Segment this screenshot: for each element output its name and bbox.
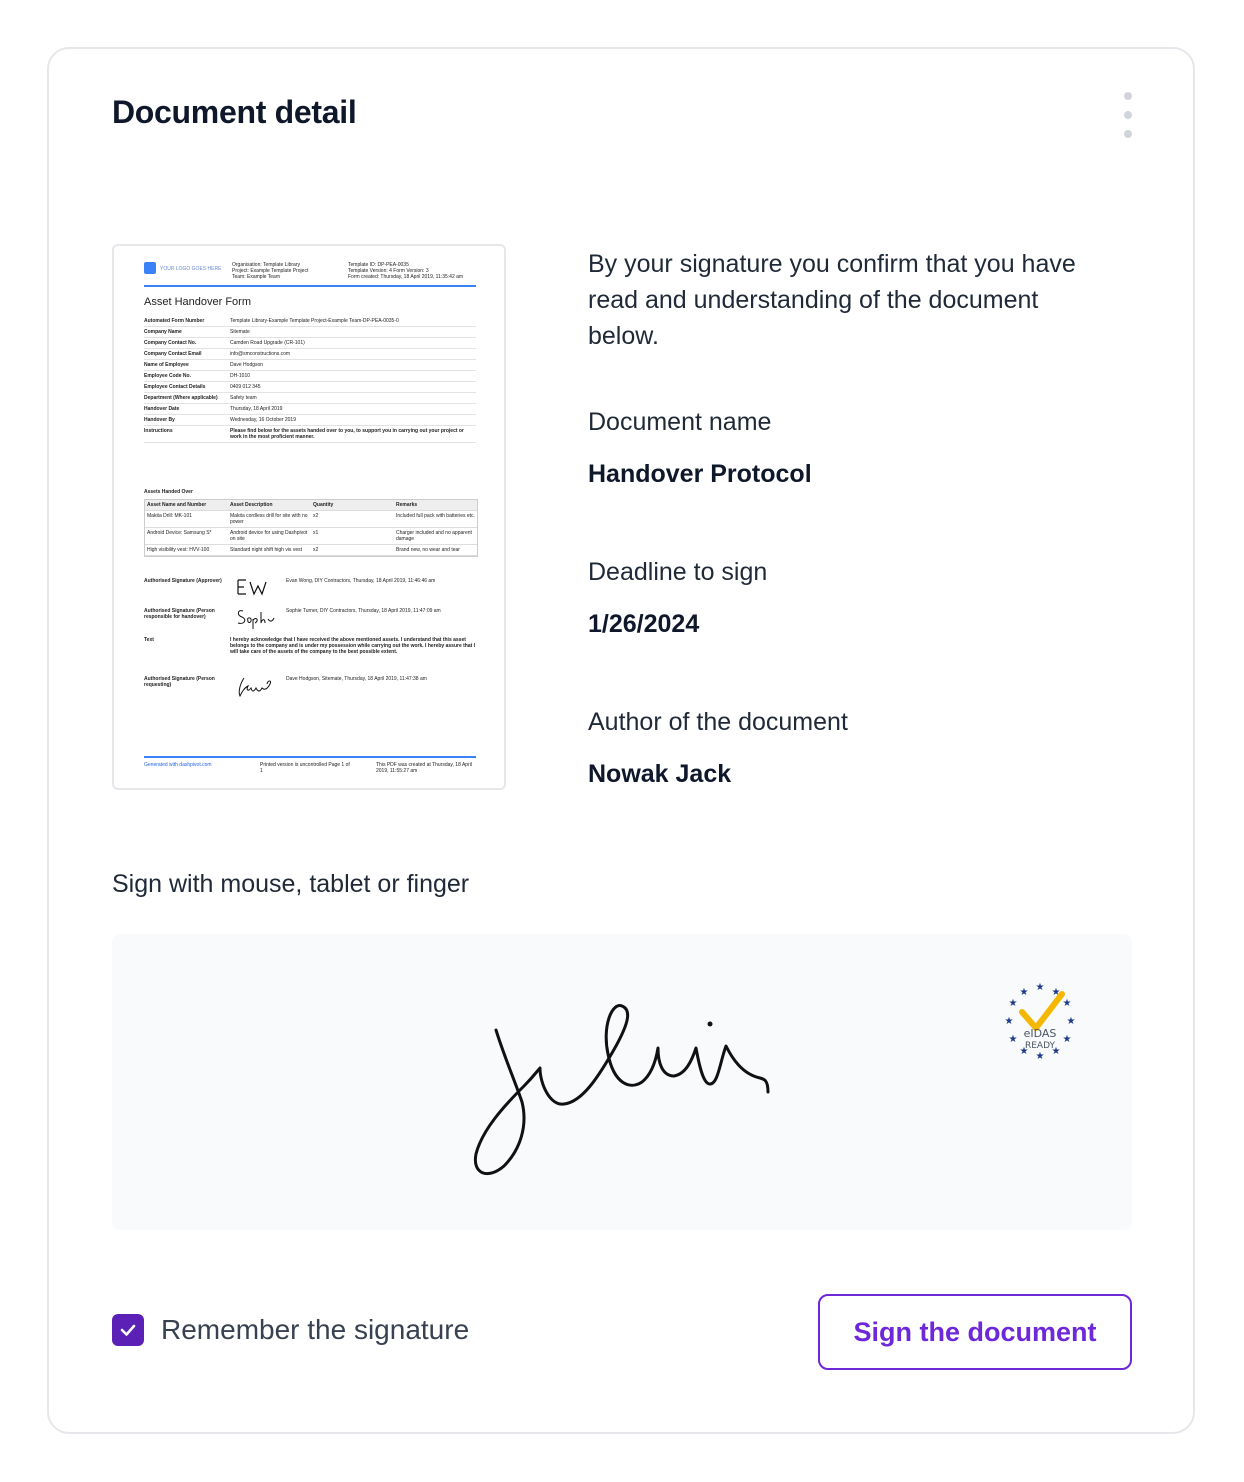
drawn-signature	[112, 934, 1132, 1230]
preview-header	[144, 260, 476, 284]
document-name-value: Handover Protocol	[588, 460, 812, 488]
svg-text:★: ★	[1062, 1034, 1072, 1045]
deadline-label: Deadline to sign	[588, 558, 768, 586]
preview-footer-mid: Printed version is uncontrolled Page 1 of 1	[260, 762, 350, 774]
preview-section-title: Assets Handed Over	[144, 489, 193, 495]
divider	[144, 285, 476, 287]
confirm-text: By your signature you confirm that you have read and understanding of the document below.	[588, 250, 1076, 350]
preview-assets-table	[144, 499, 478, 557]
checkmark-icon[interactable]	[112, 1314, 144, 1346]
svg-text:★: ★	[1019, 987, 1029, 998]
svg-text:★: ★	[1066, 1016, 1076, 1027]
deadline-value: 1/26/2024	[588, 610, 700, 638]
table-row: High visibility vest: HVV-100 Standard night shift high vis vest x2 Brand new, no wear and tear	[145, 545, 477, 556]
eidas-ready-badge-icon	[992, 978, 1092, 1078]
list-item: Department (Where applicable) Safety team	[144, 393, 476, 404]
signature-pad-label: Sign with mouse, tablet or finger	[112, 870, 470, 898]
document-name-label: Document name	[588, 408, 772, 436]
signature-image	[234, 576, 274, 598]
more-options-icon[interactable]	[1118, 92, 1138, 138]
eidas-badge-line1: eIDAS	[1023, 1027, 1057, 1040]
list-item: Instructions Please find below for the assets handed over to you, to support you in carrying out your project or work in the most proficient manner.	[144, 426, 476, 443]
preview-signature-requesting: Authorised Signature (Person requesting) Dave Hodgson, Sitemate, Thursday, 18 April 2019, 11:47:38 am	[144, 676, 476, 706]
table-row: Asset Name and Number Asset Description Quantity Remarks	[145, 500, 477, 511]
signature-image	[234, 674, 278, 700]
signature-image	[234, 606, 278, 630]
remember-signature-label: Remember the signature	[161, 1314, 470, 1345]
preview-signature-handover: Authorised Signature (Person responsible for handover) Sophie Turner, DIY Contractors, Thursday, 18 April 2019, 11:47:09 am	[144, 608, 476, 636]
page-title: Document detail	[112, 94, 357, 130]
list-item: Handover Date Thursday, 18 April 2019	[144, 404, 476, 415]
logo-text: YOUR LOGO GOES HERE	[160, 266, 222, 272]
preview-signature-approver: Authorised Signature (Approver) Evan Wong, DIY Contractors, Thursday, 18 April 2019, 11:46:46 am	[144, 578, 476, 604]
logo-icon	[144, 262, 156, 274]
preview-footer-right: This PDF was created at Thursday, 18 April 2019, 11:55:27 am	[376, 762, 472, 774]
svg-text:★: ★	[1035, 982, 1045, 993]
table-row: Android Device: Samsung S* Android device for using Dashpivot on site x1 Charger included and no apparent damage	[145, 528, 477, 545]
list-item: Company Contact No. Camden Road Upgrade (CR-101)	[144, 338, 476, 349]
preview-meta-right: Template ID: DP-PEA-0035 Template Version: 4 Form Version: 3 Form created: Thursday, 18 April 2019, 11:35:42 am	[348, 262, 464, 280]
svg-text:★: ★	[1004, 1016, 1014, 1027]
eidas-badge-line2: READY	[1024, 1041, 1056, 1051]
list-item: Company Name Sitemate	[144, 327, 476, 338]
svg-text:★: ★	[1051, 987, 1061, 998]
svg-text:★: ★	[1019, 1046, 1029, 1057]
svg-text:★: ★	[1008, 998, 1018, 1009]
divider	[144, 756, 476, 758]
preview-form-title: Asset Handover Form	[144, 296, 251, 308]
list-item: Automated Form Number Template Library-Example Template Project-Example Team-DP-PEA-0035-0	[144, 316, 476, 327]
sign-document-button[interactable]: Sign the document	[818, 1294, 1132, 1370]
svg-text:★: ★	[1035, 1051, 1045, 1062]
svg-text:★: ★	[1062, 998, 1072, 1009]
svg-text:★: ★	[1051, 1046, 1061, 1057]
list-item: Name of Employee Dave Hodgson	[144, 360, 476, 371]
preview-fields	[144, 316, 476, 443]
table-row: Makita Drill: MK-101 Makita cordless drill for site with no power x2 Included full pack with batteries etc.	[145, 511, 477, 528]
author-label: Author of the document	[588, 708, 848, 736]
list-item: Employee Code No. DH-1010	[144, 371, 476, 382]
list-item: Employee Contact Details 0409 012 345	[144, 382, 476, 393]
preview-meta-left: Organisation: Template Library Project: Example Template Project Team: Example Team	[232, 262, 309, 280]
preview-text-field: Text I hereby acknowledge that I have received the above mentioned assets. I understand that this asset belongs to the company and is under my possession while carrying out the work. I hereby assure that I will take care of the assets of the company to the best possible extent.	[144, 637, 476, 655]
author-value: Nowak Jack	[588, 760, 732, 788]
svg-text:★: ★	[1008, 1034, 1018, 1045]
preview-footer-left: Generated with dashpivot.com	[144, 762, 212, 768]
remember-signature-checkbox[interactable]	[112, 1314, 469, 1346]
list-item: Company Contact Email info@smconstructions.com	[144, 349, 476, 360]
document-preview[interactable]	[112, 244, 506, 790]
signature-pad[interactable]	[112, 934, 1132, 1230]
list-item: Handover By Wednesday, 16 October 2019	[144, 415, 476, 426]
